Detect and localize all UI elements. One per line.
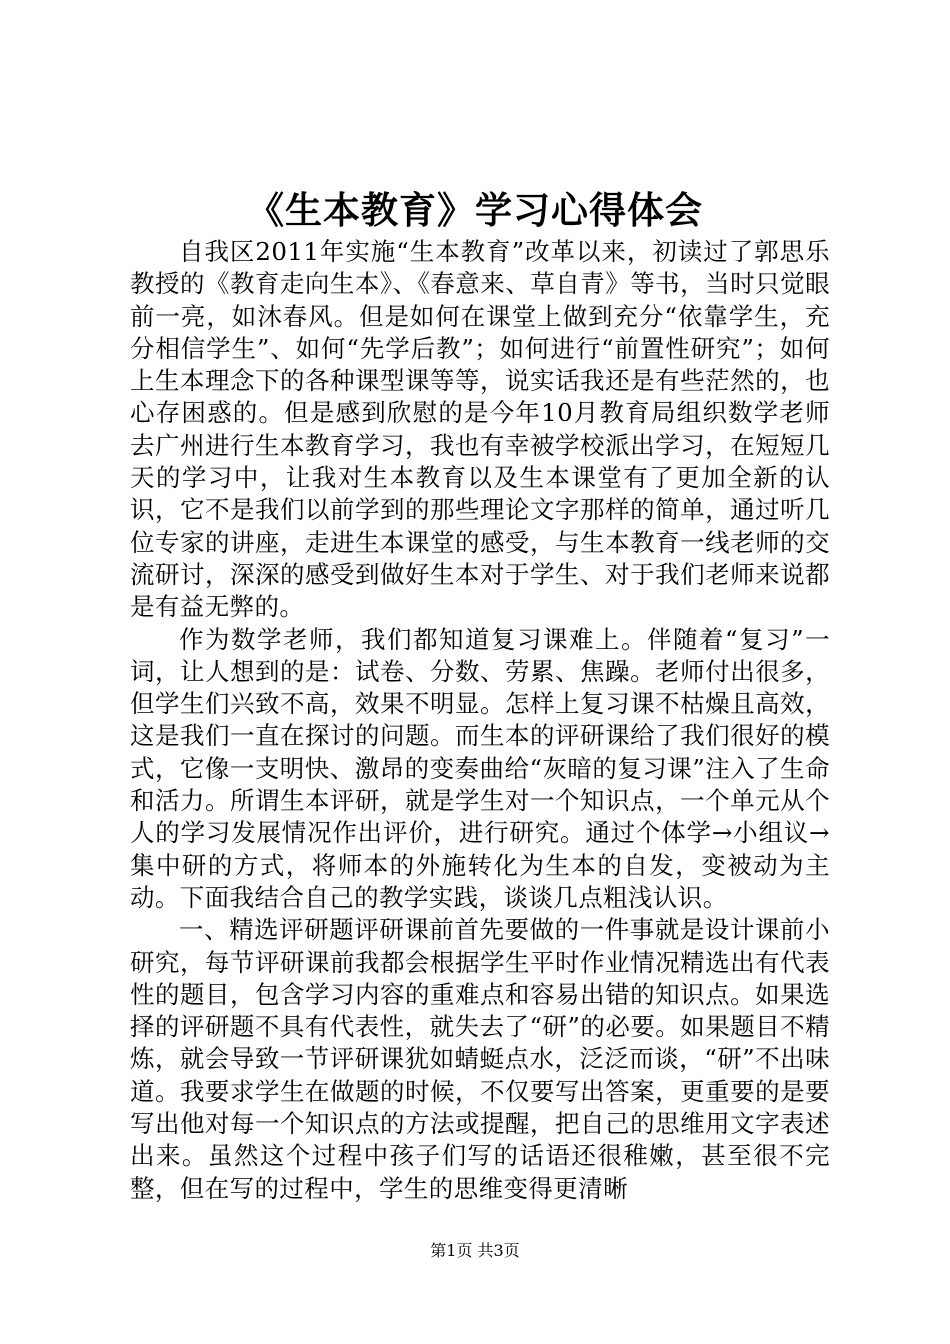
page-footer: 第1页 共3页	[430, 1241, 520, 1260]
paragraph: 自我区2011年实施“生本教育”改革以来，初读过了郭思乐教授的《教育走向生本》、《春意来、草自青》等书，当时只觉眼前一亮，如沐春风。但是如何在课堂上做到充分“依靠学生，充分相信学生”、如何“先学后教”；如何进行“前置性研究”；如何上生本理念下的各种课型课等等，说实话我还是有些茫然的，也心存困惑的。但是感到欣慰的是今年10月教育局组织数学老师去广州进行生本教育学习，我也有幸被学校派出学习，在短短几天的学习中，让我对生本教育以及生本课堂有了更加全新的认识，它不是我们以前学到的那些理论文字那样的简单，通过听几位专家的讲座，走进生本课堂的感受，与生本教育一线老师的交流研讨，深深的感受到做好生本对于学生、对于我们老师来说都是有益无弊的。	[130, 237, 830, 622]
paragraph: 一、精选评研题评研课前首先要做的一件事就是设计课前小研究，每节评研课前我都会根据学生平时作业情况精选出有代表性的题目，包含学习内容的重难点和容易出错的知识点。如果选择的评研题不具有代表性，就失去了“研”的必要。如果题目不精炼，就会导致一节评研课犹如蜻蜓点水，泛泛而谈，“研”不出味道。我要求学生在做题的时候，不仅要写出答案，更重要的是要写出他对每一个知识点的方法或提醒，把自己的思维用文字表述出来。虽然这个过程中孩子们写的话语还很稚嫩，甚至很不完整，但在写的过程中，学生的思维变得更清晰	[130, 915, 830, 1203]
page-title: 《生本教育》学习心得体会	[247, 189, 703, 232]
document-body	[130, 236, 830, 1205]
paragraph: 作为数学老师，我们都知道复习课难上。伴随着“复习”一词，让人想到的是：试卷、分数、劳累、焦躁。老师付出很多，但学生们兴致不高，效果不明显。怎样上复习课不枯燥且高效，这是我们一直在探讨的问题。而生本的评研课给了我们很好的模式，它像一支明快、激昂的变奏曲给“灰暗的复习课”注入了生命和活力。所谓生本评研，就是学生对一个知识点，一个单元从个人的学习发展情况作出评价，进行研究。通过个体学→小组议→集中研的方式，将师本的外施转化为生本的自发，变被动为主动。下面我结合自己的教学实践，谈谈几点粗浅认识。	[130, 624, 830, 912]
